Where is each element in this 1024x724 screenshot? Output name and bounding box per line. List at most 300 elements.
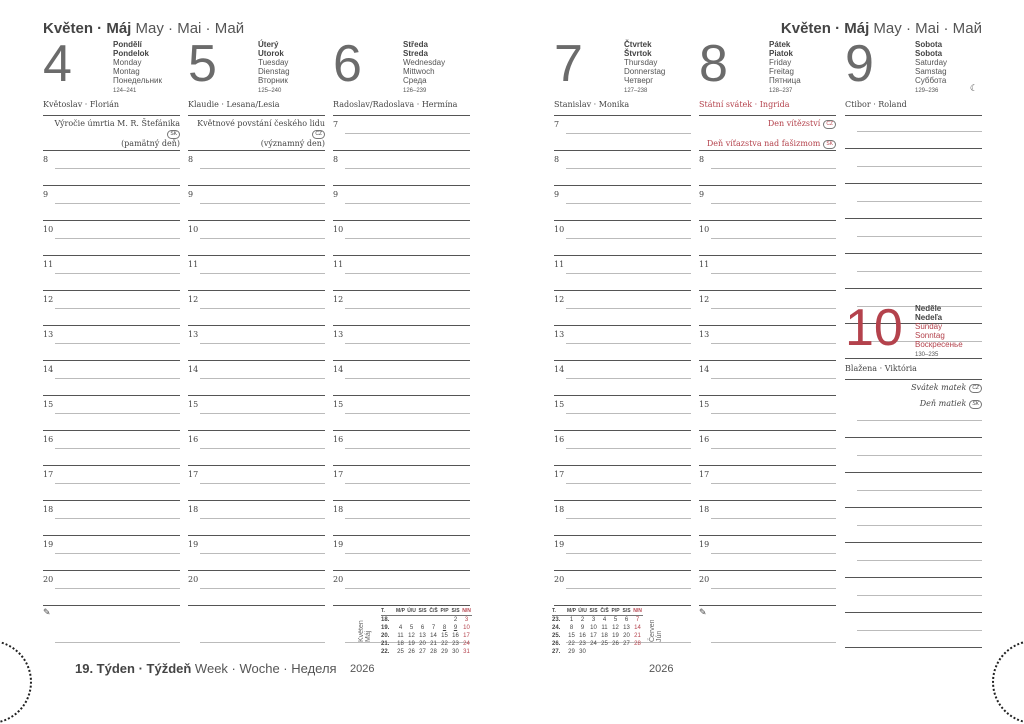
calendar-day[interactable]: 6	[624, 617, 629, 623]
calendar-week-row	[552, 624, 643, 632]
hour-line[interactable]	[566, 588, 691, 589]
calendar-day[interactable]: 2	[453, 617, 458, 623]
hour-line[interactable]	[566, 483, 691, 484]
hour-line[interactable]	[55, 168, 180, 169]
hour-divider	[43, 535, 180, 536]
hour-label: 9	[699, 190, 705, 199]
calendar-day[interactable]: 12	[408, 633, 415, 639]
note-line[interactable]	[857, 455, 982, 456]
week-label: 19. Týden · Týždeň Week · Woche · Неделя	[75, 661, 337, 676]
calendar-header-row	[381, 607, 472, 616]
hour-divider	[554, 185, 691, 186]
country-badge: CZ	[312, 130, 325, 139]
hour-label: 12	[188, 295, 199, 304]
hour-line[interactable]	[55, 238, 180, 239]
calendar-day[interactable]: 27.	[552, 649, 561, 655]
hour-label: 17	[43, 470, 54, 479]
hour-line[interactable]	[345, 448, 470, 449]
calendar-day[interactable]	[417, 616, 428, 625]
hour-line[interactable]	[345, 168, 470, 169]
weekday-en: Sunday	[915, 322, 943, 331]
weekday-ru: Вторник	[258, 76, 288, 85]
note-line[interactable]	[857, 595, 982, 596]
weekday-de: Mittwoch	[403, 67, 435, 76]
calendar-day[interactable]: 22	[441, 641, 448, 647]
hour-label: 9	[43, 190, 49, 199]
hour-label: 17	[333, 470, 344, 479]
calendar-weekday: S/S	[418, 608, 427, 614]
calendar-day[interactable]: 14	[634, 625, 641, 631]
hour-line[interactable]	[200, 518, 325, 519]
hour-line[interactable]	[566, 238, 691, 239]
event-label	[768, 119, 836, 129]
calendar-day[interactable]: 30	[579, 649, 586, 655]
hour-line[interactable]	[711, 448, 836, 449]
day-of-year: 130–235	[915, 352, 939, 358]
calendar-weekday: S/S	[589, 608, 598, 614]
calendar-day[interactable]: 7	[635, 617, 640, 623]
hour-line[interactable]	[345, 308, 470, 309]
hour-divider	[43, 465, 180, 466]
weekday-cz: Čtvrtek	[624, 40, 652, 49]
hour-line[interactable]	[200, 168, 325, 169]
hour-label: 13	[699, 330, 710, 339]
calendar-weekday: T.	[552, 607, 566, 616]
calendar-day[interactable]: 18	[601, 633, 608, 639]
hour-label: 19	[43, 540, 54, 549]
hour-line[interactable]	[566, 448, 691, 449]
calendar-day[interactable]: 29	[441, 649, 448, 655]
hour-divider	[554, 570, 691, 571]
hour-label: 18	[554, 505, 565, 514]
binding-dots-decoration-right	[992, 640, 1024, 724]
calendar-day[interactable]: 9	[580, 625, 585, 631]
calendar-day[interactable]: 12	[612, 625, 619, 631]
mini-calendar-may	[381, 607, 472, 656]
hour-line[interactable]	[200, 448, 325, 449]
calendar-day[interactable]: 4	[398, 625, 403, 631]
hour-line[interactable]	[711, 238, 836, 239]
weekday-cz: Středa	[403, 40, 428, 49]
hour-label: 14	[188, 365, 199, 374]
hour-label: 11	[43, 260, 54, 269]
weekday-sk: Piatok	[769, 49, 794, 58]
hour-label: 11	[554, 260, 565, 269]
hour-label: 11	[188, 260, 199, 269]
hour-line[interactable]	[711, 553, 836, 554]
weekday-en: Tuesday	[258, 58, 289, 67]
hour-divider	[699, 430, 836, 431]
hour-label: 7	[333, 120, 339, 129]
weekday-ru: Воскресенье	[915, 340, 963, 349]
calendar-day[interactable]	[428, 616, 439, 625]
hour-line[interactable]	[200, 273, 325, 274]
hour-divider	[554, 290, 691, 291]
calendar-day[interactable]	[632, 648, 643, 656]
day-of-year: 129–236	[915, 88, 939, 94]
hour-line[interactable]	[55, 308, 180, 309]
day-number: 4	[43, 35, 72, 93]
hour-divider	[188, 150, 325, 151]
hour-line[interactable]	[200, 378, 325, 379]
hour-divider	[333, 605, 470, 606]
mini-calendar-june	[552, 607, 643, 656]
hour-divider	[554, 255, 691, 256]
day-of-year: 124–241	[113, 88, 137, 94]
calendar-day[interactable]: 18.	[381, 617, 390, 623]
hour-line[interactable]	[200, 588, 325, 589]
weekday-ru: Пятница	[769, 76, 801, 85]
calendar-day[interactable]: 17	[463, 633, 470, 639]
hour-label: 12	[333, 295, 344, 304]
calendar-day[interactable]: 6	[420, 625, 425, 631]
hour-divider	[43, 605, 180, 606]
hour-label: 16	[333, 435, 344, 444]
hour-label: 11	[699, 260, 710, 269]
hour-label: 15	[188, 400, 199, 409]
hour-divider	[554, 430, 691, 431]
hour-divider	[554, 220, 691, 221]
hour-line[interactable]	[345, 238, 470, 239]
calendar-weekday: Č/Š	[429, 608, 438, 614]
calendar-day[interactable]: 2	[580, 617, 585, 623]
calendar-day[interactable]: 13	[419, 633, 426, 639]
calendar-weekday: P/P	[440, 608, 449, 614]
note-line[interactable]	[857, 525, 982, 526]
hour-label: 8	[188, 155, 194, 164]
calendar-day[interactable]: 19.	[381, 625, 390, 631]
calendar-day[interactable]: 17	[590, 633, 597, 639]
hour-label: 18	[333, 505, 344, 514]
calendar-day[interactable]: 25.	[552, 633, 561, 639]
note-line[interactable]	[711, 642, 836, 643]
hour-divider	[333, 500, 470, 501]
calendar-day[interactable]: 24	[590, 641, 597, 647]
hour-divider	[333, 220, 470, 221]
hour-divider	[188, 605, 325, 606]
nameday: Radoslav/Radoslava · Hermína	[333, 100, 458, 109]
hour-line[interactable]	[345, 203, 470, 204]
hour-line[interactable]	[200, 553, 325, 554]
note-line[interactable]	[857, 630, 982, 631]
country-badge: CZ	[969, 384, 982, 393]
hour-line[interactable]	[200, 203, 325, 204]
hour-line[interactable]	[200, 308, 325, 309]
calendar-day[interactable]: 31	[463, 649, 470, 655]
weekday-names	[624, 40, 665, 96]
hour-line[interactable]	[711, 273, 836, 274]
hour-divider	[333, 150, 470, 151]
calendar-day[interactable]: 28	[430, 649, 437, 655]
hour-line[interactable]	[566, 378, 691, 379]
calendar-weekday: S/S	[622, 608, 631, 614]
calendar-day[interactable]: 30	[452, 649, 459, 655]
hour-label: 15	[699, 400, 710, 409]
calendar-week-row	[552, 648, 643, 656]
note-line[interactable]	[857, 201, 982, 202]
calendar-day[interactable]: 8	[569, 625, 574, 631]
calendar-day[interactable]: 21	[634, 633, 641, 639]
day-column-9	[845, 36, 982, 301]
hour-line[interactable]	[345, 133, 470, 134]
calendar-day[interactable]: 27	[419, 649, 426, 655]
hour-divider	[43, 150, 180, 151]
calendar-day[interactable]: 9	[453, 625, 458, 631]
hour-divider	[554, 535, 691, 536]
calendar-day[interactable]: 24	[463, 641, 470, 647]
hour-divider	[43, 500, 180, 501]
calendar-day[interactable]	[599, 648, 610, 656]
calendar-day[interactable]: 16	[452, 633, 459, 639]
note-line[interactable]	[55, 642, 180, 643]
calendar-day[interactable]: 20.	[381, 633, 390, 639]
day-column-7	[554, 36, 691, 676]
day-number: 7	[554, 35, 583, 93]
calendar-day[interactable]	[621, 648, 632, 656]
calendar-day[interactable]: 14	[430, 633, 437, 639]
hour-line[interactable]	[200, 483, 325, 484]
hour-divider	[845, 577, 982, 578]
hour-line[interactable]	[345, 378, 470, 379]
note-line[interactable]	[857, 166, 982, 167]
hour-line[interactable]	[711, 378, 836, 379]
hour-divider	[554, 325, 691, 326]
binding-dots-decoration	[0, 640, 32, 724]
hour-line[interactable]	[55, 588, 180, 589]
hour-divider	[845, 183, 982, 184]
hour-line[interactable]	[55, 448, 180, 449]
calendar-day[interactable]: 15	[441, 633, 448, 639]
hour-divider	[845, 218, 982, 219]
hour-line[interactable]	[711, 308, 836, 309]
hour-line[interactable]	[711, 518, 836, 519]
hour-label: 11	[333, 260, 344, 269]
calendar-day[interactable]: 21.	[381, 641, 390, 647]
hour-line[interactable]	[566, 203, 691, 204]
hour-divider	[554, 605, 691, 606]
hour-label: 16	[699, 435, 710, 444]
hour-label: 16	[554, 435, 565, 444]
country-badge: SK	[167, 130, 180, 139]
weekday-en: Friday	[769, 58, 792, 67]
hour-line[interactable]	[711, 483, 836, 484]
hour-label: 16	[43, 435, 54, 444]
event-text: Výročie úmrtia M. R. Štefánika	[54, 119, 180, 128]
calendar-day[interactable]: 16	[579, 633, 586, 639]
calendar-day[interactable]: 20	[623, 633, 630, 639]
weekday-sk: Utorok	[258, 49, 284, 58]
hour-label: 20	[699, 575, 710, 584]
hour-line[interactable]	[55, 518, 180, 519]
hour-label: 17	[554, 470, 565, 479]
hour-label: 8	[333, 155, 339, 164]
hour-divider	[845, 472, 982, 473]
calendar-day[interactable]: 29	[568, 649, 575, 655]
calendar-weekday: M/P	[567, 608, 576, 614]
hour-line[interactable]	[345, 273, 470, 274]
hour-divider	[333, 360, 470, 361]
calendar-day[interactable]: 25	[397, 649, 404, 655]
hour-divider	[188, 430, 325, 431]
hour-line[interactable]	[345, 343, 470, 344]
day-number: 5	[188, 35, 217, 93]
hour-line[interactable]	[55, 553, 180, 554]
note-line[interactable]	[857, 420, 982, 421]
calendar-day[interactable]: 5	[409, 625, 414, 631]
hour-divider	[699, 325, 836, 326]
hour-label: 19	[188, 540, 199, 549]
hour-divider	[43, 570, 180, 571]
hour-divider	[188, 255, 325, 256]
hour-line[interactable]	[711, 343, 836, 344]
calendar-day[interactable]: 18	[397, 641, 404, 647]
hour-line[interactable]	[345, 588, 470, 589]
calendar-day[interactable]: 25	[601, 641, 608, 647]
calendar-day[interactable]: 27	[623, 641, 630, 647]
hour-line[interactable]	[711, 588, 836, 589]
calendar-day[interactable]: 11	[397, 633, 404, 639]
calendar-day[interactable]: 23	[452, 641, 459, 647]
weekday-ru: Четверг	[624, 76, 654, 85]
event-text: Svátek matek	[911, 383, 967, 392]
calendar-day[interactable]: 13	[623, 625, 630, 631]
hour-line[interactable]	[345, 483, 470, 484]
calendar-day[interactable]	[406, 616, 417, 625]
calendar-header-row	[552, 607, 643, 616]
calendar-day[interactable]: 11	[601, 625, 608, 631]
hour-line[interactable]	[55, 483, 180, 484]
hour-label: 12	[43, 295, 54, 304]
hour-label: 19	[554, 540, 565, 549]
calendar-day[interactable]: 23	[579, 641, 586, 647]
calendar-day[interactable]: 1	[569, 617, 574, 623]
calendar-day[interactable]: 26	[612, 641, 619, 647]
hour-label: 10	[43, 225, 54, 234]
hour-line[interactable]	[566, 273, 691, 274]
note-line[interactable]	[857, 490, 982, 491]
event-subtext: (významný den)	[260, 139, 325, 148]
day-of-year: 127–238	[624, 88, 648, 94]
weekday-names	[258, 40, 290, 96]
hour-line[interactable]	[566, 168, 691, 169]
hour-divider	[43, 360, 180, 361]
calendar-day[interactable]	[439, 616, 450, 625]
year-label: 2026	[350, 663, 375, 675]
calendar-day[interactable]: 21	[430, 641, 437, 647]
hour-line[interactable]	[566, 518, 691, 519]
day-of-year: 125–240	[258, 88, 282, 94]
calendar-day[interactable]	[610, 648, 621, 656]
day-column-8	[699, 36, 836, 676]
hour-divider	[188, 360, 325, 361]
calendar-day[interactable]: 15	[568, 633, 575, 639]
calendar-day[interactable]: 3	[464, 617, 469, 623]
weekday-sk: Streda	[403, 49, 428, 58]
calendar-day[interactable]: 26.	[552, 641, 561, 647]
calendar-day[interactable]: 19	[612, 633, 619, 639]
calendar-day[interactable]: 28	[634, 641, 641, 647]
hour-line[interactable]	[566, 133, 691, 134]
note-line[interactable]	[200, 642, 325, 643]
hour-line[interactable]	[566, 413, 691, 414]
calendar-day[interactable]	[395, 616, 406, 625]
note-line[interactable]	[857, 131, 982, 132]
note-line[interactable]	[857, 271, 982, 272]
hour-line[interactable]	[566, 553, 691, 554]
hour-divider	[333, 255, 470, 256]
hour-divider	[845, 542, 982, 543]
hour-line[interactable]	[345, 553, 470, 554]
day-top-rule	[43, 115, 180, 116]
calendar-day[interactable]: 20	[419, 641, 426, 647]
day-top-rule	[699, 115, 836, 116]
hour-line[interactable]	[711, 203, 836, 204]
hour-divider	[188, 465, 325, 466]
hour-divider	[554, 395, 691, 396]
calendar-day[interactable]: 7	[431, 625, 436, 631]
calendar-day[interactable]: 22	[568, 641, 575, 647]
event-label	[707, 139, 836, 149]
day-number: 9	[845, 35, 874, 93]
calendar-day[interactable]: 5	[613, 617, 618, 623]
hour-line[interactable]	[711, 413, 836, 414]
hour-label: 8	[43, 155, 49, 164]
calendar-day[interactable]: 23.	[552, 617, 561, 623]
hour-label: 12	[699, 295, 710, 304]
calendar-day[interactable]: 10	[463, 625, 470, 631]
note-line[interactable]	[857, 236, 982, 237]
calendar-day[interactable]: 22.	[381, 649, 390, 655]
hour-label: 13	[188, 330, 199, 339]
hour-label: 15	[554, 400, 565, 409]
weekday-sk: Pondelok	[113, 49, 150, 58]
hour-divider	[554, 500, 691, 501]
hour-line[interactable]	[566, 308, 691, 309]
hour-line[interactable]	[200, 343, 325, 344]
calendar-day[interactable]: 19	[408, 641, 415, 647]
hour-line[interactable]	[200, 413, 325, 414]
hour-divider	[699, 290, 836, 291]
hour-line[interactable]	[566, 343, 691, 344]
calendar-day[interactable]: 4	[602, 617, 607, 623]
hour-line[interactable]	[55, 273, 180, 274]
calendar-week-row	[552, 632, 643, 640]
calendar-day[interactable]: 26	[408, 649, 415, 655]
calendar-day[interactable]	[588, 648, 599, 656]
hour-divider	[43, 325, 180, 326]
hour-label: 7	[554, 120, 560, 129]
hour-line[interactable]	[345, 518, 470, 519]
weekday-sk: Štvrtok	[624, 49, 652, 58]
hour-line[interactable]	[55, 413, 180, 414]
hour-label: 10	[188, 225, 199, 234]
calendar-day[interactable]: 10	[590, 625, 597, 631]
hour-line[interactable]	[345, 413, 470, 414]
calendar-day[interactable]: 3	[591, 617, 596, 623]
calendar-day[interactable]: 8	[442, 625, 447, 631]
hour-line[interactable]	[711, 168, 836, 169]
hour-line[interactable]	[200, 238, 325, 239]
hour-line[interactable]	[55, 343, 180, 344]
day-top-rule	[333, 115, 470, 116]
note-line[interactable]	[857, 560, 982, 561]
day-column-4	[43, 36, 180, 676]
calendar-day[interactable]: 24.	[552, 625, 561, 631]
calendar-week-row	[552, 640, 643, 648]
hour-line[interactable]	[55, 378, 180, 379]
weekday-sk: Nedeľa	[915, 313, 943, 322]
hour-line[interactable]	[55, 203, 180, 204]
